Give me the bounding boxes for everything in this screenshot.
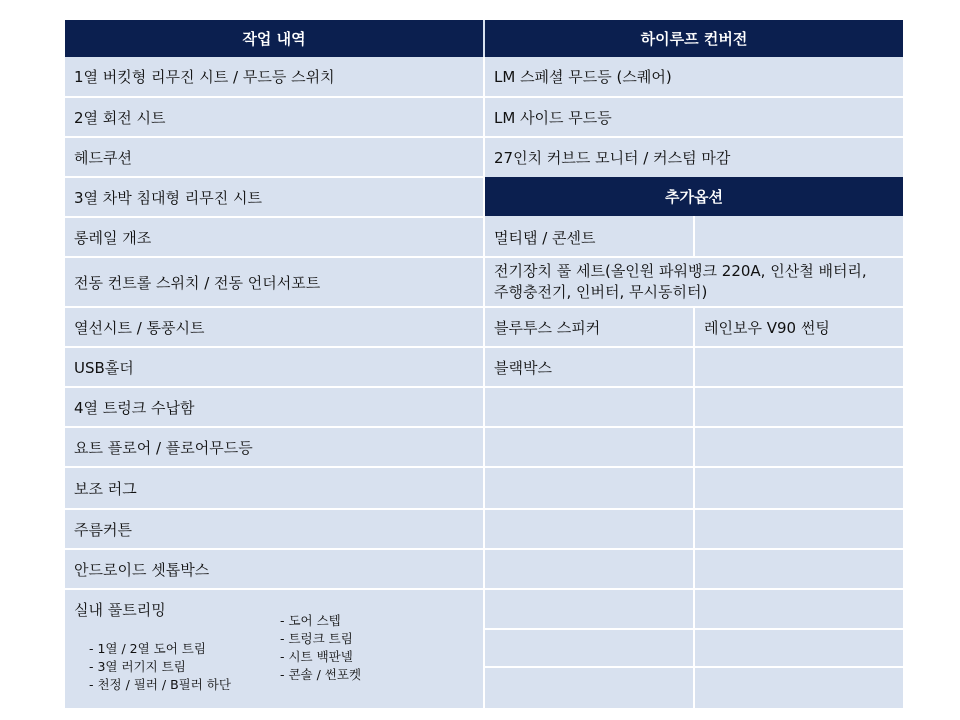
trim-item: - 시트 백판넬	[280, 649, 353, 664]
work-item: 2열 회전 시트	[74, 108, 166, 127]
work-item: 전동 컨트롤 스위치 / 전동 언더서포트	[74, 273, 321, 292]
option-rainbow-tint: 레인보우 V90 썬팅	[704, 318, 830, 337]
conversion-item: 27인치 커브드 모니터 / 커스텀 마감	[494, 148, 731, 167]
work-item-interior-trim: 실내 풀트리밍	[74, 600, 166, 619]
option-power-set	[485, 258, 903, 306]
work-item: 안드로이드 셋톱박스	[74, 560, 210, 579]
work-item: 보조 러그	[74, 479, 137, 498]
trim-item: - 콘솔 / 썬포켓	[280, 667, 362, 682]
option-bluetooth-speaker: 블루투스 스피커	[494, 318, 601, 337]
trim-list-right	[280, 612, 361, 684]
hiloop-conversion-header: 하이루프 컨버전	[485, 20, 903, 57]
trim-item: - 천정 / 필러 / B필러 하단	[89, 677, 231, 692]
trim-item: - 3열 러기지 트림	[89, 659, 186, 674]
trim-list-left	[89, 640, 231, 694]
work-item: 요트 플로어 / 플로어무드등	[74, 438, 253, 457]
conversion-item: LM 사이드 무드등	[494, 108, 612, 127]
conversion-item: LM 스페셜 무드등 (스퀘어)	[494, 68, 672, 86]
additional-options-header: 추가옵션	[485, 177, 903, 216]
work-item: 주름커튼	[74, 520, 132, 539]
trim-item: - 트렁크 트림	[280, 631, 353, 646]
work-table	[65, 20, 903, 708]
work-item: 열선시트 / 통풍시트	[74, 318, 205, 337]
work-item: 헤드쿠션	[74, 148, 132, 167]
option-blackbox: 블랙박스	[494, 358, 552, 377]
work-item: 롱레일 개조	[74, 228, 152, 247]
option-multitap: 멀티탭 / 콘센트	[494, 228, 596, 247]
work-item: USB홀더	[74, 358, 134, 377]
trim-item: - 도어 스텝	[280, 613, 341, 628]
option-power-set-line2: 주행충전기, 인버터, 무시동히터)	[494, 283, 708, 301]
work-item: 3열 차박 침대형 리무진 시트	[74, 188, 263, 207]
option-power-set-line1: 전기장치 풀 세트(올인원 파워뱅크 220A, 인산철 배터리,	[494, 262, 867, 280]
trim-item: - 1열 / 2열 도어 트림	[89, 641, 206, 656]
work-item: 1열 버킷형 리무진 시트 / 무드등 스위치	[74, 68, 335, 86]
work-item: 4열 트렁크 수납함	[74, 398, 195, 417]
work-history-header: 작업 내역	[65, 20, 483, 57]
